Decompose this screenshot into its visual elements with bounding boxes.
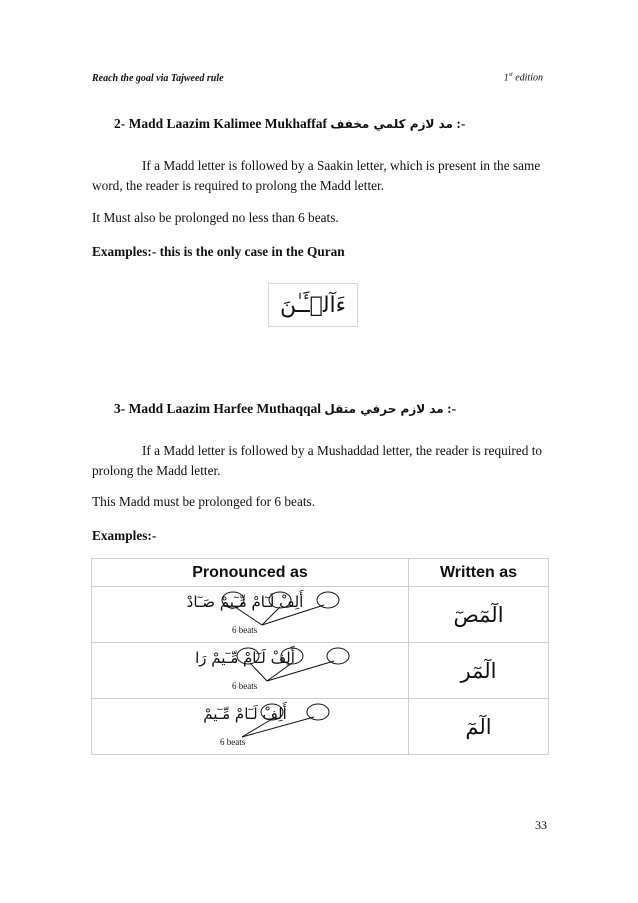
section-2-arabic: مد لازم كلمي مخفف: [330, 117, 453, 131]
written-cell: الٓمٓر: [409, 643, 549, 699]
pronounced-cell: [92, 587, 409, 643]
written-cell: الٓمٓ: [409, 699, 549, 755]
section-3-title: 3- Madd Laazim Harfee Muthaqqal: [114, 401, 321, 416]
section-3-heading: [114, 401, 456, 417]
header-title: Reach the goal via Tajweed rule: [92, 73, 224, 84]
pronounced-cell: [92, 643, 409, 699]
section-3-examples-label: Examples:-: [92, 528, 157, 543]
edition-text: edition: [512, 72, 543, 84]
section-3-suffix: :-: [443, 401, 457, 416]
examples-table: [91, 558, 549, 755]
quran-example-box: ءَآلۡـَٔـٰنَ: [268, 283, 358, 327]
header-written-as: Written as: [409, 559, 549, 587]
written-cell: الٓمٓصٓ: [409, 587, 549, 643]
section-2-heading: [114, 116, 465, 132]
beats-label: 6 beats: [220, 737, 246, 747]
table-row: [92, 699, 549, 755]
edition-suffix: st: [508, 72, 513, 78]
beats-label: 6 beats: [232, 625, 258, 635]
section-3-paragraph-1: If a Madd letter is followed by a Mushaddad letter, the reader is required to prolong the Madd letter.: [92, 443, 543, 478]
table-row: [92, 643, 549, 699]
table-row: [92, 587, 549, 643]
section-2-examples-label: Examples:- this is the only case in the Quran: [92, 244, 345, 259]
section-2-paragraph-2: It Must also be prolonged no less than 6 beats.: [92, 210, 339, 225]
beats-label: 6 beats: [232, 681, 258, 691]
pronounced-text: أَلِفْ لَـٓامْ مِّـٓيمْ: [203, 705, 287, 723]
header-pronounced-as: Pronounced as: [92, 559, 409, 587]
section-3-arabic: مد لازم حرفي متقل: [324, 402, 444, 416]
pronounced-text: أَلِفْ لَـٓامْ مِّـٓيمْ صَـٓادْ: [186, 593, 304, 611]
pronounced-cell: [92, 699, 409, 755]
section-2-suffix: :-: [452, 116, 466, 131]
section-3-paragraph-2: This Madd must be prolonged for 6 beats.: [92, 494, 316, 509]
header-edition: [504, 72, 543, 83]
edition-number: 1: [503, 72, 509, 84]
page-number: 33: [535, 818, 547, 832]
pronounced-text: أَلِفْ لَـٓامْ مِّـٓيمْ رَا: [195, 649, 295, 667]
table-header-row: [92, 559, 549, 587]
section-2-title: 2- Madd Laazim Kalimee Mukhaffaf: [114, 116, 327, 131]
section-2-paragraph-1: If a Madd letter is followed by a Saakin letter, which is present in the same word, the reader is required to prolong the Madd letter.: [92, 158, 541, 193]
